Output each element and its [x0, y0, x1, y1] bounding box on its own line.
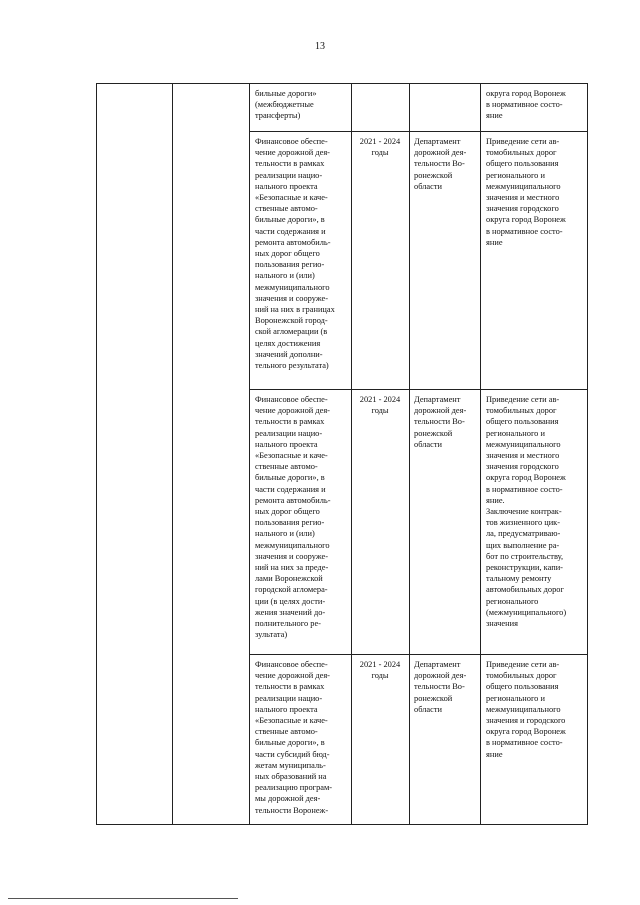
column-divider: [351, 84, 352, 824]
continuation-description: бильные дороги» (межбюджетные трансферты): [255, 89, 317, 121]
row-2-result: Приведение сети ав- томобильных дорог общего пользования регионального и межмуниципального значения и местного значения городского округа город Воронеж в нормативное состо- яние. Заключение контрак- тов жизненного цик- ла, предусматриваю- щих выполнение ра- бот по строительству, реконструкции, капи- тальному ремонту автомобильных дорог регионального (межмуниципального) значения: [486, 395, 567, 629]
row-divider: [249, 389, 587, 390]
row-3-executor: Департамент дорожной дея- тельности Во- ронежской области: [414, 660, 467, 714]
row-2-executor: Департамент дорожной дея- тельности Во- ронежской области: [414, 395, 467, 449]
row-3-result: Приведение сети ав- томобильных дорог общего пользования регионального и межмуниципального значения и городского округа город Воронеж в нормативное состо- яние: [486, 660, 566, 759]
page-number: 13: [315, 41, 325, 52]
column-divider: [480, 84, 481, 824]
column-divider: [409, 84, 410, 824]
row-1-result: Приведение сети ав- томобильных дорог общего пользования регионального и межмуниципального значения и местного значения городского округа город Воронеж в нормативное состо- яние: [486, 137, 566, 247]
row-1-term: 2021 - 2024 годы: [359, 137, 401, 158]
row-3-term: 2021 - 2024 годы: [359, 660, 401, 681]
footer-rule: [8, 898, 238, 899]
row-divider: [249, 131, 587, 132]
row-2-description: Финансовое обеспе- чение дорожной дея- тельности в рамках реализации нацио- нального проекта «Безопасные и каче- ственные автомо- бильные дороги», в части содержания и ремонта автомобиль- ных дорог общего пользования регио- нального и (или) межмуниципального значения и сооруже- ний на них за преде- лами Воронежской городской агломера- ции (в целях дости- жения значений до- полнительного ре- зультата): [255, 395, 331, 640]
program-table: [96, 83, 588, 825]
row-2-term: 2021 - 2024 годы: [359, 395, 401, 416]
column-divider: [249, 84, 250, 824]
row-divider: [249, 654, 587, 655]
row-1-executor: Департамент дорожной дея- тельности Во- ронежской области: [414, 137, 467, 191]
continuation-result: округа город Воронеж в нормативное состо- яние: [486, 89, 566, 121]
column-divider: [172, 84, 173, 824]
row-3-description: Финансовое обеспе- чение дорожной дея- тельности в рамках реализации нацио- нального проекта «Безопасные и каче- ственные автомо- бильные дороги», в части субсидий бюд- жетам муниципаль- ных образований на реализацию програм- мы дорожной дея- тельности Воронеж-: [255, 660, 333, 815]
row-1-description: Финансовое обеспе- чение дорожной дея- тельности в рамках реализации нацио- нального проекта «Безопасные и каче- ственные автомо- бильные дороги», в части содержания и ремонта автомобиль- ных дорог общего пользования регио- нального и (или) межмуниципального значения и сооруже- ний на них в границах Воронежской город- ской агломерации (в целях достижения значений дополни- тельного результата): [255, 137, 335, 371]
